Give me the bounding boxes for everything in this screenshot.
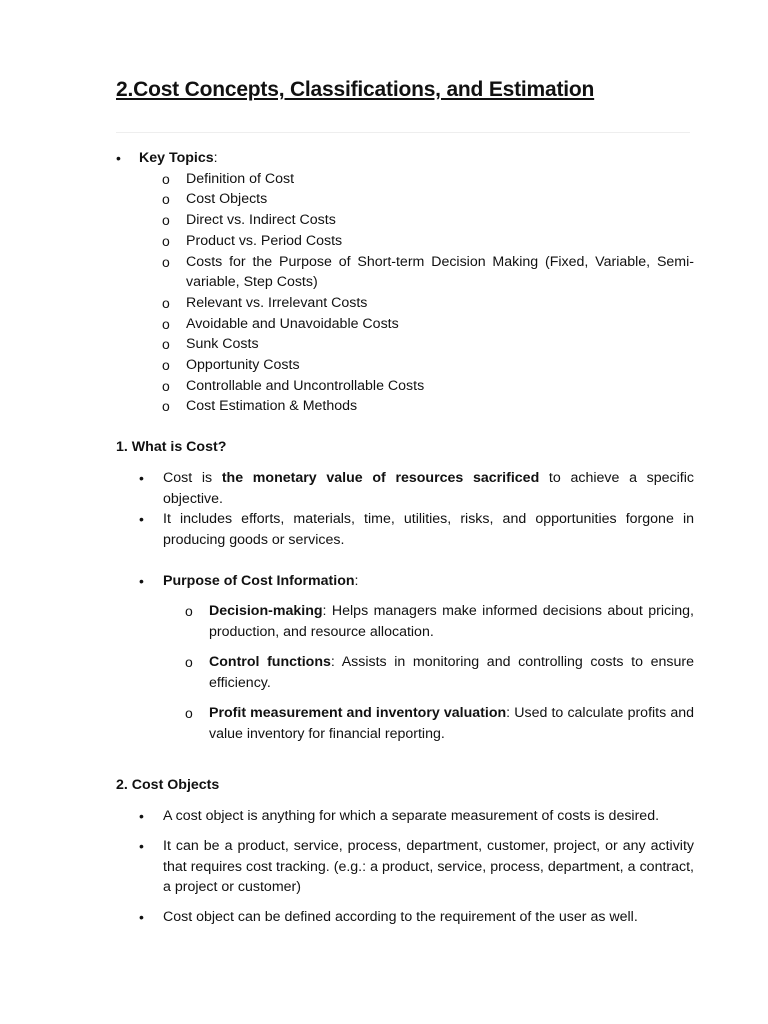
list-item <box>185 601 694 642</box>
topic-text: Direct vs. Indirect Costs <box>186 212 336 229</box>
topic-text: Avoidable and Unavoidable Costs <box>186 315 399 332</box>
list-item <box>139 468 694 509</box>
sub-bullet-icon: o <box>162 336 170 353</box>
cost-objects-item <box>116 836 694 898</box>
bullet-icon: • <box>139 470 144 486</box>
list-item <box>162 293 694 314</box>
purpose-list <box>116 571 694 592</box>
bullet-icon: • <box>139 838 144 854</box>
list-item <box>162 169 694 190</box>
sub-bullet-icon: o <box>162 398 170 415</box>
cost-includes-text: It includes efforts, materials, time, utilities, risks, and opportunities forgone in producing goods or services. <box>163 511 694 549</box>
sub-bullet-icon: o <box>162 253 170 270</box>
cost-definition-bold: the monetary value of resources sacrificed <box>221 470 540 486</box>
sub-bullet-icon: o <box>162 170 170 187</box>
sub-bullet-icon: o <box>185 654 193 670</box>
topic-text: Cost Estimation & Methods <box>186 398 358 415</box>
section-heading-what-is-cost: 1. What is Cost? <box>116 439 227 455</box>
sub-bullet-icon: o <box>185 603 193 619</box>
topic-text: Definition of Cost <box>186 170 295 187</box>
bullet-icon: • <box>139 909 144 925</box>
colon: : <box>354 573 359 589</box>
bullet-icon: • <box>139 808 144 824</box>
cost-object-text: A cost object is anything for which a separate measurement of costs is desired. <box>163 808 660 824</box>
colon: : <box>213 150 218 166</box>
purpose-label: Purpose of Cost Information <box>163 573 355 589</box>
cost-object-text: Cost object can be defined according to the requirement of the user as well. <box>163 909 638 925</box>
purpose-item <box>116 652 694 693</box>
purpose-text: : Assists in monitoring and controlling costs to ensure efficiency. <box>209 654 694 691</box>
topic-text: Relevant vs. Irrelevant Costs <box>186 294 368 311</box>
purpose-item <box>116 703 694 744</box>
cost-definition-pre: Cost is <box>163 470 222 486</box>
topic-text: Costs for the Purpose of Short-term Decision Making (Fixed, Variable, Semi-variable, Step Costs) <box>186 253 694 291</box>
cost-objects-item <box>116 806 694 827</box>
topic-text: Opportunity Costs <box>186 357 300 374</box>
purpose-term: Control functions <box>209 654 331 670</box>
sub-bullet-icon: o <box>162 315 170 332</box>
list-item <box>139 509 694 550</box>
sub-bullet-icon: o <box>162 212 170 229</box>
list-item <box>162 334 694 355</box>
purpose-text: : Helps managers make informed decisions about pricing, production, and resource allocation. <box>209 603 694 640</box>
topic-text: Cost Objects <box>186 191 268 208</box>
purpose-term: Decision-making <box>209 603 323 619</box>
topic-text: Product vs. Period Costs <box>186 232 343 249</box>
list-item <box>185 652 694 693</box>
section-heading-cost-objects: 2. Cost Objects <box>116 777 220 793</box>
purpose-term: Profit measurement and inventory valuation <box>209 705 507 721</box>
bullet-icon: • <box>139 511 144 528</box>
key-topics-list <box>116 148 694 417</box>
key-topics-item <box>116 148 694 169</box>
list-item <box>162 189 694 210</box>
page-title: 2.Cost Concepts, Classifications, and Estimation <box>116 78 595 101</box>
list-item <box>139 836 694 898</box>
list-item <box>162 210 694 231</box>
sub-bullet-icon: o <box>185 705 193 721</box>
bullet-icon: • <box>139 573 144 589</box>
list-item <box>162 376 694 397</box>
key-topics-label: Key Topics <box>139 150 214 166</box>
list-item <box>139 806 694 827</box>
cost-definition-post: to achieve a specific objective. <box>163 470 694 507</box>
cost-definition-list <box>116 468 694 551</box>
list-item <box>162 231 694 252</box>
sub-bullet-icon: o <box>162 191 170 208</box>
list-item <box>162 355 694 376</box>
list-item <box>162 396 694 417</box>
list-item <box>162 314 694 335</box>
sub-bullet-icon: o <box>162 377 170 394</box>
sub-bullet-icon: o <box>162 232 170 249</box>
cost-objects-item <box>116 907 694 928</box>
divider <box>116 132 690 133</box>
sub-bullet-icon: o <box>162 294 170 311</box>
sub-bullet-icon: o <box>162 357 170 374</box>
bullet-icon: • <box>116 150 121 166</box>
purpose-item <box>116 601 694 642</box>
list-item <box>139 571 694 592</box>
list-item <box>162 252 694 293</box>
list-item <box>185 703 694 744</box>
list-item <box>139 907 694 928</box>
purpose-text: : Used to calculate profits and value inventory for financial reporting. <box>209 705 694 742</box>
topic-text: Sunk Costs <box>186 336 259 353</box>
cost-object-text: It can be a product, service, process, department, customer, project, or any activity that requires cost tracking. (e.g.: a product, service, process, department, a contract, a project or customer) <box>163 838 694 896</box>
topic-text: Controllable and Uncontrollable Costs <box>186 377 425 394</box>
